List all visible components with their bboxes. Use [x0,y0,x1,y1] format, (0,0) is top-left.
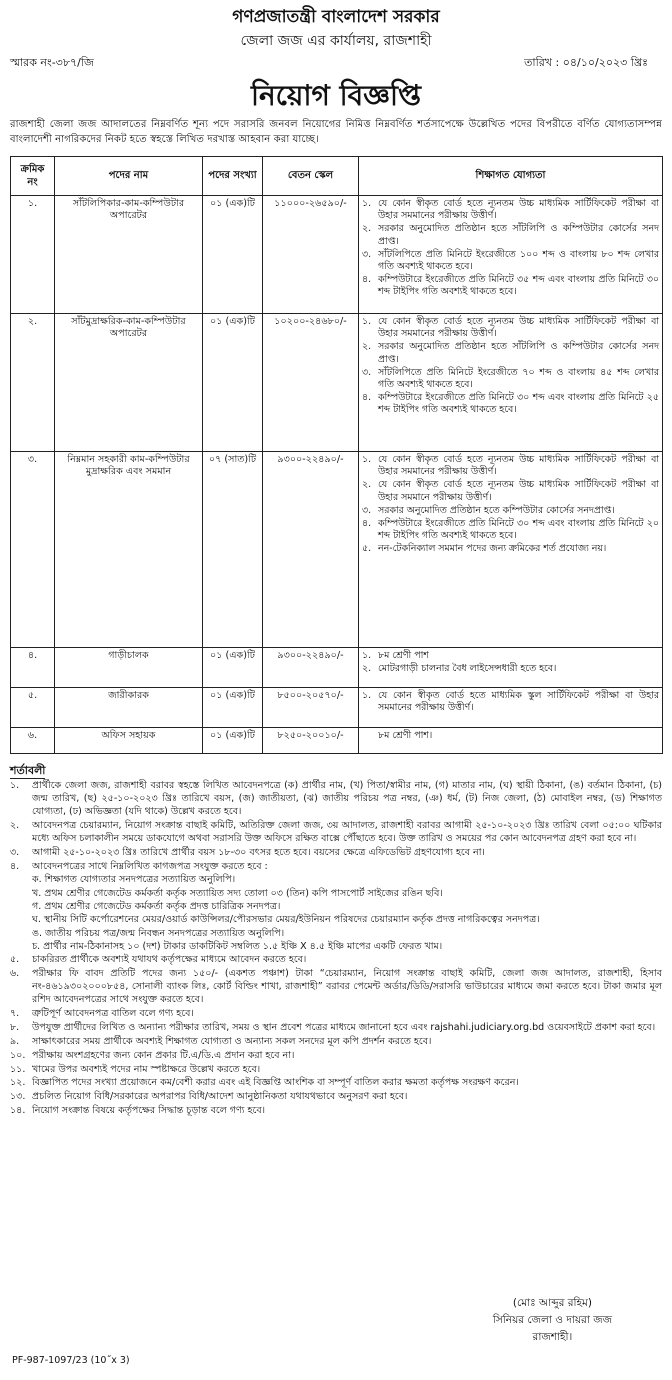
condition-item [10,847,662,860]
qualification-text: যে কোন স্বীকৃত বোর্ড হতে ন্যূনতম উচ্চ মাধ্যমিক সার্টিফিকেট পরীক্ষা বা উহার সমমানের পরীক্ষায় উত্তীর্ণ। [378,315,659,340]
condition-item [10,820,662,846]
qualification-item [362,690,659,714]
condition-text: আবেদনপত্রের সাথে নিম্নলিখিত কাগজপত্র সংযুক্ত করতে হবে : [32,860,268,872]
qualification-number: ৩. [362,504,372,516]
condition-text: উপযুক্ত প্রার্থীদের লিখিত ও অন্যান্য পরীক্ষার তারিখ, সময় ও স্থান প্রবেশ পত্রের মাধ্যমে জানানো হবে এবং rajshahi.judiciary.org.bd ওয়েবসাইটে প্রকাশ করা হবে। [32,1021,656,1033]
condition-number: ১৩. [10,1091,26,1103]
post-name-cell: সাঁটলিপিকার-কাম-কম্পিউটার অপারেটর [55,195,203,313]
condition-item [10,954,662,967]
qualification-item [362,730,659,742]
attachment-item: ঙ. জাতীয় পরিচয় পত্র/জন্ম নিবন্ধন সনদপত্রের সত্যায়িত অনুলিপি। [32,927,285,939]
qualification-text: সাঁটলিপিতে প্রতি মিনিটে ইংরেজীতে ৭০ শব্দ ও বাংলায় ৪৫ শব্দ লেখার গতি অবশ্যই থাকতে হবে। [378,366,659,390]
signatory-place: রাজশাহী। [532,1330,573,1343]
conditions-title: শর্তাবলী [10,764,45,779]
post-count-cell: ০১ (এক)টি [203,687,263,727]
serial-cell: ১. [11,195,55,313]
attachment-item: খ. প্রথম শ্রেণীর গেজেটেড কর্মকর্তা কর্তৃক সত্যায়িত সদ্য তোলা ০৩ (তিন) কপি পাসপোর্ট সাইজের রঙিন ছবি। [32,887,443,899]
qualification-number: ৪. [362,517,372,529]
table-row [11,727,663,753]
condition-text: বিজ্ঞাপিত পদের সংখ্যা প্রয়োজনে কম/বেশী করার এবং এই বিজ্ঞপ্তি আংশিক বা সম্পূর্ণ বাতিল করার ক্ষমতা কর্তৃপক্ষ সংরক্ষণ করেন। [32,1077,519,1089]
page-title: নিয়োগ বিজ্ঞপ্তি [250,79,422,113]
condition-text: প্রার্থীকে জেলা জজ, রাজশাহী বরাবর স্বহস্তে লিখিত আবেদনপত্রে (ক) প্রার্থীর নাম, (খ) পিতা/স্বামীর নাম, (গ) মাতার নাম, (ঘ) স্থায়ী ঠিকানা, (ঙ) বর্তমান ঠিকানা, (চ) জন্ম তারিখ, (ছ) ২৫-১০-২০২৩ খ্রিঃ তারিখে বয়স, (জ) জাতীয়তা, (ঝ) জাতীয় পরিচয় পত্র নম্বর, (ঞ) ধর্ম, (ট) নিজ জেলা, (ঠ) মোবাইল নম্বর, (ড) শিক্ষাগত যোগ্যতা, (ঢ) অভিজ্ঞতা (যদি থাকে) উল্লেখ করতে হবে। [32,780,662,817]
condition-number: ১৪. [10,1105,26,1117]
post-count-cell: ০১ (এক)টি [203,195,263,313]
post-count-cell: ০১ (এক)টি [203,647,263,687]
qualification-item [362,518,659,542]
qualification-text: কম্পিউটারে ইংরেজীতে প্রতি মিনিটে ৩০ শব্দ এবং বাংলায় প্রতি মিনিটে ২০ শব্দ টাইপিং গতি অবশ্যই থাকতে হবে। [378,517,659,542]
qualification-number: ২. [362,341,372,353]
table-row [11,647,663,687]
column-header-count: পদের সংখ্যা [203,156,263,195]
attachment-item: ক. শিক্ষাগত যোগ্যতার সনদপত্রের সত্যায়িত অনুলিপি। [32,874,236,886]
memo-number: স্মারক নং-৩৮৭/জি [10,56,94,70]
post-name-cell: সাঁটমুদ্রাক্ষরিক-কাম-কম্পিউটার অপারেটর [55,313,203,451]
vacancy-table [10,156,663,754]
condition-text: খামের উপর অবশ্যই পদের নাম স্পষ্টাক্ষরে উল্লেখ করতে হবে। [32,1063,261,1075]
table-row [11,195,663,313]
condition-number: ১০. [10,1049,26,1061]
qualification-number: ৩. [362,248,372,260]
qualification-number: ১. [362,689,372,701]
attachment-item: চ. প্রার্থীর নাম-ঠিকানাসহ ১০ (দশ) টাকার ডাকটিকিট সম্বলিত ১.৫ ইঞ্চি X ৪.৫ ইঞ্চি মাপের একটি ফেরত খাম। [32,940,443,952]
post-count-cell: ০১ (এক)টি [203,727,263,753]
serial-cell: ৬. [11,727,55,753]
qualification-item [362,316,659,340]
pay-scale-cell: ৮৫০০-২০৫৭০/- [263,687,359,727]
attachment-item: ঘ. স্থানীয় সিটি কর্পোরেশনের মেয়র/ওয়ার্ড কাউন্সিলর/পৌরসভার মেয়র/ইউনিয়ন পরিষদের চেয়ারম্যান কর্তৃক প্রদত্ত নাগরিকত্বের সনদপত্র। [32,914,540,926]
table-row [11,313,663,451]
condition-number: ৬. [10,968,20,980]
condition-number: ৮. [10,1021,20,1033]
condition-text: নিয়োগ সংক্রান্ত বিষয়ে কর্তৃপক্ষের সিদ্ধান্ত চূড়ান্ত বলে গণ্য হবে। [32,1105,266,1117]
qualification-number: ১. [362,197,372,209]
qualification-cell [359,647,663,687]
signature-block [493,1295,612,1345]
column-header-qualification: শিক্ষাগত যোগ্যতা [359,156,663,195]
column-header-post: পদের নাম [55,156,203,195]
qualification-item [362,543,659,555]
condition-number: ৫. [10,954,20,966]
qualification-number: ১. [362,649,372,661]
post-name-cell: জারীকারক [55,687,203,727]
condition-text: চাকরিরত প্রার্থীকে অবশ্যই যথাযথ কর্তৃপক্ষের মাধ্যমে আবেদন করতে হবে। [32,954,307,966]
qualification-text: কম্পিউটারে ইংরেজীতে প্রতি মিনিটে ৩৫ শব্দ এবং বাংলায় প্রতি মিনিটে ৩০ শব্দ টাইপিং গতি অবশ্যই থাকতে হবে। [378,274,659,298]
condition-text: পরীক্ষায় অংশগ্রহণের জন্য কোন প্রকার টি.এ/ডি.এ প্রদান করা হবে না। [32,1049,295,1061]
office-name: জেলা জজ এর কার্যালয়, রাজশাহী [240,33,432,50]
qualification-item [362,198,659,222]
qualification-item [362,249,659,273]
condition-text: আবেদনপত্র চেয়ারম্যান, নিয়োগ সংক্রান্ত বাছাই কমিটি, অতিরিক্ত জেলা জজ, ৩য় আদালত, রাজশাহী বরাবর আগামী ২৫-১০-২০২৩ খ্রিঃ তারিখ বেলা ০৫:০০ ঘটিকার মধ্যে অফিস চলাকালীন সময়ে ডাকযোগে অথবা সরাসরি উক্ত অফিসে রক্ষিত বাক্সে পৌঁছাতে হবে। উক্ত তারিখ ও সময়ের পর কোন আবেদনপত্র গ্রহণ করা হবে না। [32,819,662,844]
condition-text: সাক্ষাৎকারের সময় প্রার্থীকে অবশ্যই শিক্ষাগত যোগ্যতা ও অন্যান্য সকল সনদের মূল কপি প্রদর্শন করতে হবে। [32,1035,432,1047]
condition-text: ত্রুটিপূর্ণ আবেদনপত্র বাতিল বলে গণ্য হবে। [32,1007,194,1019]
qualification-text: যে কোন স্বীকৃত বোর্ড হতে ন্যূনতম উচ্চ মাধ্যমিক সার্টিফিকেট পরীক্ষা বা উহার সমমানের পরীক্ষায় উত্তীর্ণ। [378,197,659,222]
qualification-text: নন-টেকনিক্যাল সমমান পদের জন্য ক্রমিকের শর্ত প্রযোজ্য নয়। [378,543,607,555]
serial-cell: ৫. [11,687,55,727]
condition-number: ২. [10,819,20,831]
qualification-text: সরকার অনুমোদিত প্রতিষ্ঠান হতে সাঁটলিপি ও কম্পিউটার কোর্সের সনদ প্রাপ্ত। [378,341,659,365]
qualification-text: যে কোন স্বীকৃত বোর্ড হতে ন্যূনতম উচ্চ মাধ্যমিক সার্টিফিকেট পরীক্ষা বা উহার সমমানের পরীক্ষায় উত্তীর্ণ। [378,453,659,478]
condition-number: ৭. [10,1007,20,1019]
qualification-item [362,274,659,298]
condition-item [10,780,662,819]
condition-number: ৯. [10,1035,20,1047]
table-row [11,687,663,727]
qualification-number: ৪. [362,392,372,404]
condition-number: ১. [10,780,20,792]
qualification-item [362,479,659,503]
post-count-cell: ০১ (এক)টি [203,313,263,451]
qualification-number: ২. [362,663,372,675]
qualification-item [362,663,659,675]
condition-item [10,1036,662,1049]
table-row [11,451,663,647]
qualification-cell [359,313,663,451]
qualification-item [362,367,659,391]
qualification-text: সরকার অনুমোদিত প্রতিষ্ঠান হতে কম্পিউটার কোর্সের সনদপ্রাপ্ত। [378,504,615,516]
condition-item [10,1091,662,1104]
post-count-cell: ০৭ (সাত)টি [203,451,263,647]
qualification-number: ৩. [362,366,372,378]
attachment-item: গ. প্রথম শ্রেণীর গেজেটেড কর্মকর্তা কর্তৃক প্রদত্ত চারিত্রিক সনদপত্র। [32,901,281,913]
reference-line [10,56,662,74]
condition-number: ৪. [10,860,20,872]
condition-item [10,968,662,1007]
qualification-number: ২. [362,479,372,491]
qualification-cell [359,195,663,313]
qualification-number: ১. [362,453,372,465]
column-header-serial: ক্রমিক নং [11,156,55,195]
pay-scale-cell: ৮২৫০-২০০১০/- [263,727,359,753]
qualification-text: যে কোন স্বীকৃত বোর্ড হতে মাধ্যমিক স্কুল সার্টিফিকেট পরীক্ষা বা উহার সমমানের পরীক্ষায় উত্তীর্ণ। [378,689,659,714]
condition-item [10,1022,662,1035]
qualification-text: ৮ম শ্রেণী পাশ। [378,729,433,741]
qualification-number: ৪. [362,274,372,286]
condition-item [10,1008,662,1021]
qualification-text: কম্পিউটারে ইংরেজীতে প্রতি মিনিটে ৩০ শব্দ এবং বাংলায় প্রতি মিনিটে ২৫ শব্দ টাইপিং গতি অবশ্যই থাকতে হবে। [378,392,659,416]
conditions-list [10,780,662,1118]
condition-item [10,861,662,874]
qualification-cell [359,727,663,753]
condition-item [10,1050,662,1063]
qualification-item [362,223,659,247]
signatory-designation: সিনিয়র জেলা ও দায়রা জজ [492,1313,612,1326]
column-header-scale: বেতন স্কেল [263,156,359,195]
condition-text: আগামী ২৫-১০-২০২৩ খ্রিঃ তারিখে প্রার্থীর বয়স ১৮-৩০ বৎসর হতে হবে। বয়সের ক্ষেত্রে এফিডেভিট গ্রহণযোগ্য হবে না। [32,846,485,858]
post-name-cell: নিম্নমান সহকারী কাম-কম্পিউটার মুদ্রাক্ষরিক এবং সমমান [55,451,203,647]
qualification-item [362,341,659,365]
qualification-number: ২. [362,223,372,235]
condition-item [10,1105,662,1118]
condition-item [10,1064,662,1077]
signatory-name: (মোঃ আব্দুর রহিম) [512,1297,592,1309]
condition-text: পরীক্ষার ফি বাবদ প্রতিটি পদের জন্য ১৫০/- (একশত পঞ্চাশ) টাকা “চেয়ারম্যান, নিয়োগ সংক্রান্ত বাছাই কমিটি, জেলা জজ আদালত, রাজশাহী, হিসাব নং-৪৬১৯৩০২০০০৮৫৪, সোনালী ব্যাংক লিঃ, কোর্ট বিল্ডিং শাখা, রাজশাহী” বরাবর পেমেন্ট অর্ডার/ডিডি/সরাসরি ভাউচারের মাধ্যমে জমা করতে হবে। টাকা জমার মূল রশিদ আবেদনপত্রের সাথে সংযুক্ত করতে হবে। [32,968,662,1005]
pay-scale-cell: ৯৩০০-২২৪৯০/- [263,647,359,687]
post-name-cell: অফিস সহায়ক [55,727,203,753]
qualification-text: ৮ম শ্রেণী পাশ [378,649,429,661]
qualification-number: ৫. [362,543,372,555]
qualification-text: মোটরগাড়ী চালনার বৈধ লাইসেন্সধারী হতে হবে। [378,663,557,675]
intro-paragraph: রাজশাহী জেলা জজ আদালতের নিম্নবর্ণিত শূন্য পদে সরাসরি জনবল নিয়োগের নিমিত্ত নিম্নবর্ণিত শর্তসাপেক্ষে উল্লেখিত পদের বিপরীতে বর্ণিত যোগ্যতাসম্পন্ন বাংলাদেশী নাগরিকদের নিকট হতে স্বহস্তে লিখিত দরখাস্ত আহবান করা যাচ্ছে। [10,119,662,146]
pay-scale-cell: ১০২০০-২৪৬৮০/- [263,313,359,451]
post-name-cell: গাড়ীচালক [55,647,203,687]
serial-cell: ২. [11,313,55,451]
pay-scale-cell: ৯৩০০-২২৪৯০/- [263,451,359,647]
pay-scale-cell: ১১০০০-২৬৫৯০/- [263,195,359,313]
header [10,6,662,50]
serial-cell: ৪. [11,647,55,687]
qualification-text: যে কোন স্বীকৃত বোর্ড হতে ন্যূনতম উচ্চ মাধ্যমিক সার্টিফিকেট পরীক্ষা বা উহার সমমানে পরীক্ষায় উত্তীর্ণ। [378,479,659,503]
table-header-row [11,156,663,195]
government-name: গণপ্রজাতন্ত্রী বাংলাদেশ সরকার [232,7,440,27]
qualification-text: সরকার অনুমোদিত প্রতিষ্ঠান হতে সাঁটলিপি ও কম্পিউটার কোর্সের সনদ প্রাপ্ত। [378,223,659,247]
condition-number: ৩. [10,846,20,858]
condition-number: ১১. [10,1063,26,1075]
print-code: PF-987-1097/23 (10˝x 3) [12,1355,130,1366]
qualification-cell [359,451,663,647]
qualification-item [362,505,659,517]
qualification-item [362,392,659,416]
qualification-cell [359,687,663,727]
condition-number: ১২. [10,1077,26,1089]
qualification-number: ১. [362,315,372,327]
qualification-number [362,730,378,742]
condition-text: প্রচলিত নিয়োগ বিধি/সরকারের অপরাপর বিধি/আদেশ আনুষ্ঠানিকতা যথাযথভাবে অনুসরণ করা হবে। [32,1091,408,1103]
serial-cell: ৩. [11,451,55,647]
qualification-item [362,650,659,662]
notice-date: তারিখ : ০৪/১০/২০২৩ খ্রিঃ [524,56,648,70]
qualification-item [362,454,659,478]
qualification-text: সাঁটলিপিতে প্রতি মিনিটে ইংরেজীতে ১০০ শব্দ ও বাংলায় ৮০ শব্দ লেখার গতি অবশ্যই থাকতে হবে। [378,248,659,272]
condition-item [10,1077,662,1090]
